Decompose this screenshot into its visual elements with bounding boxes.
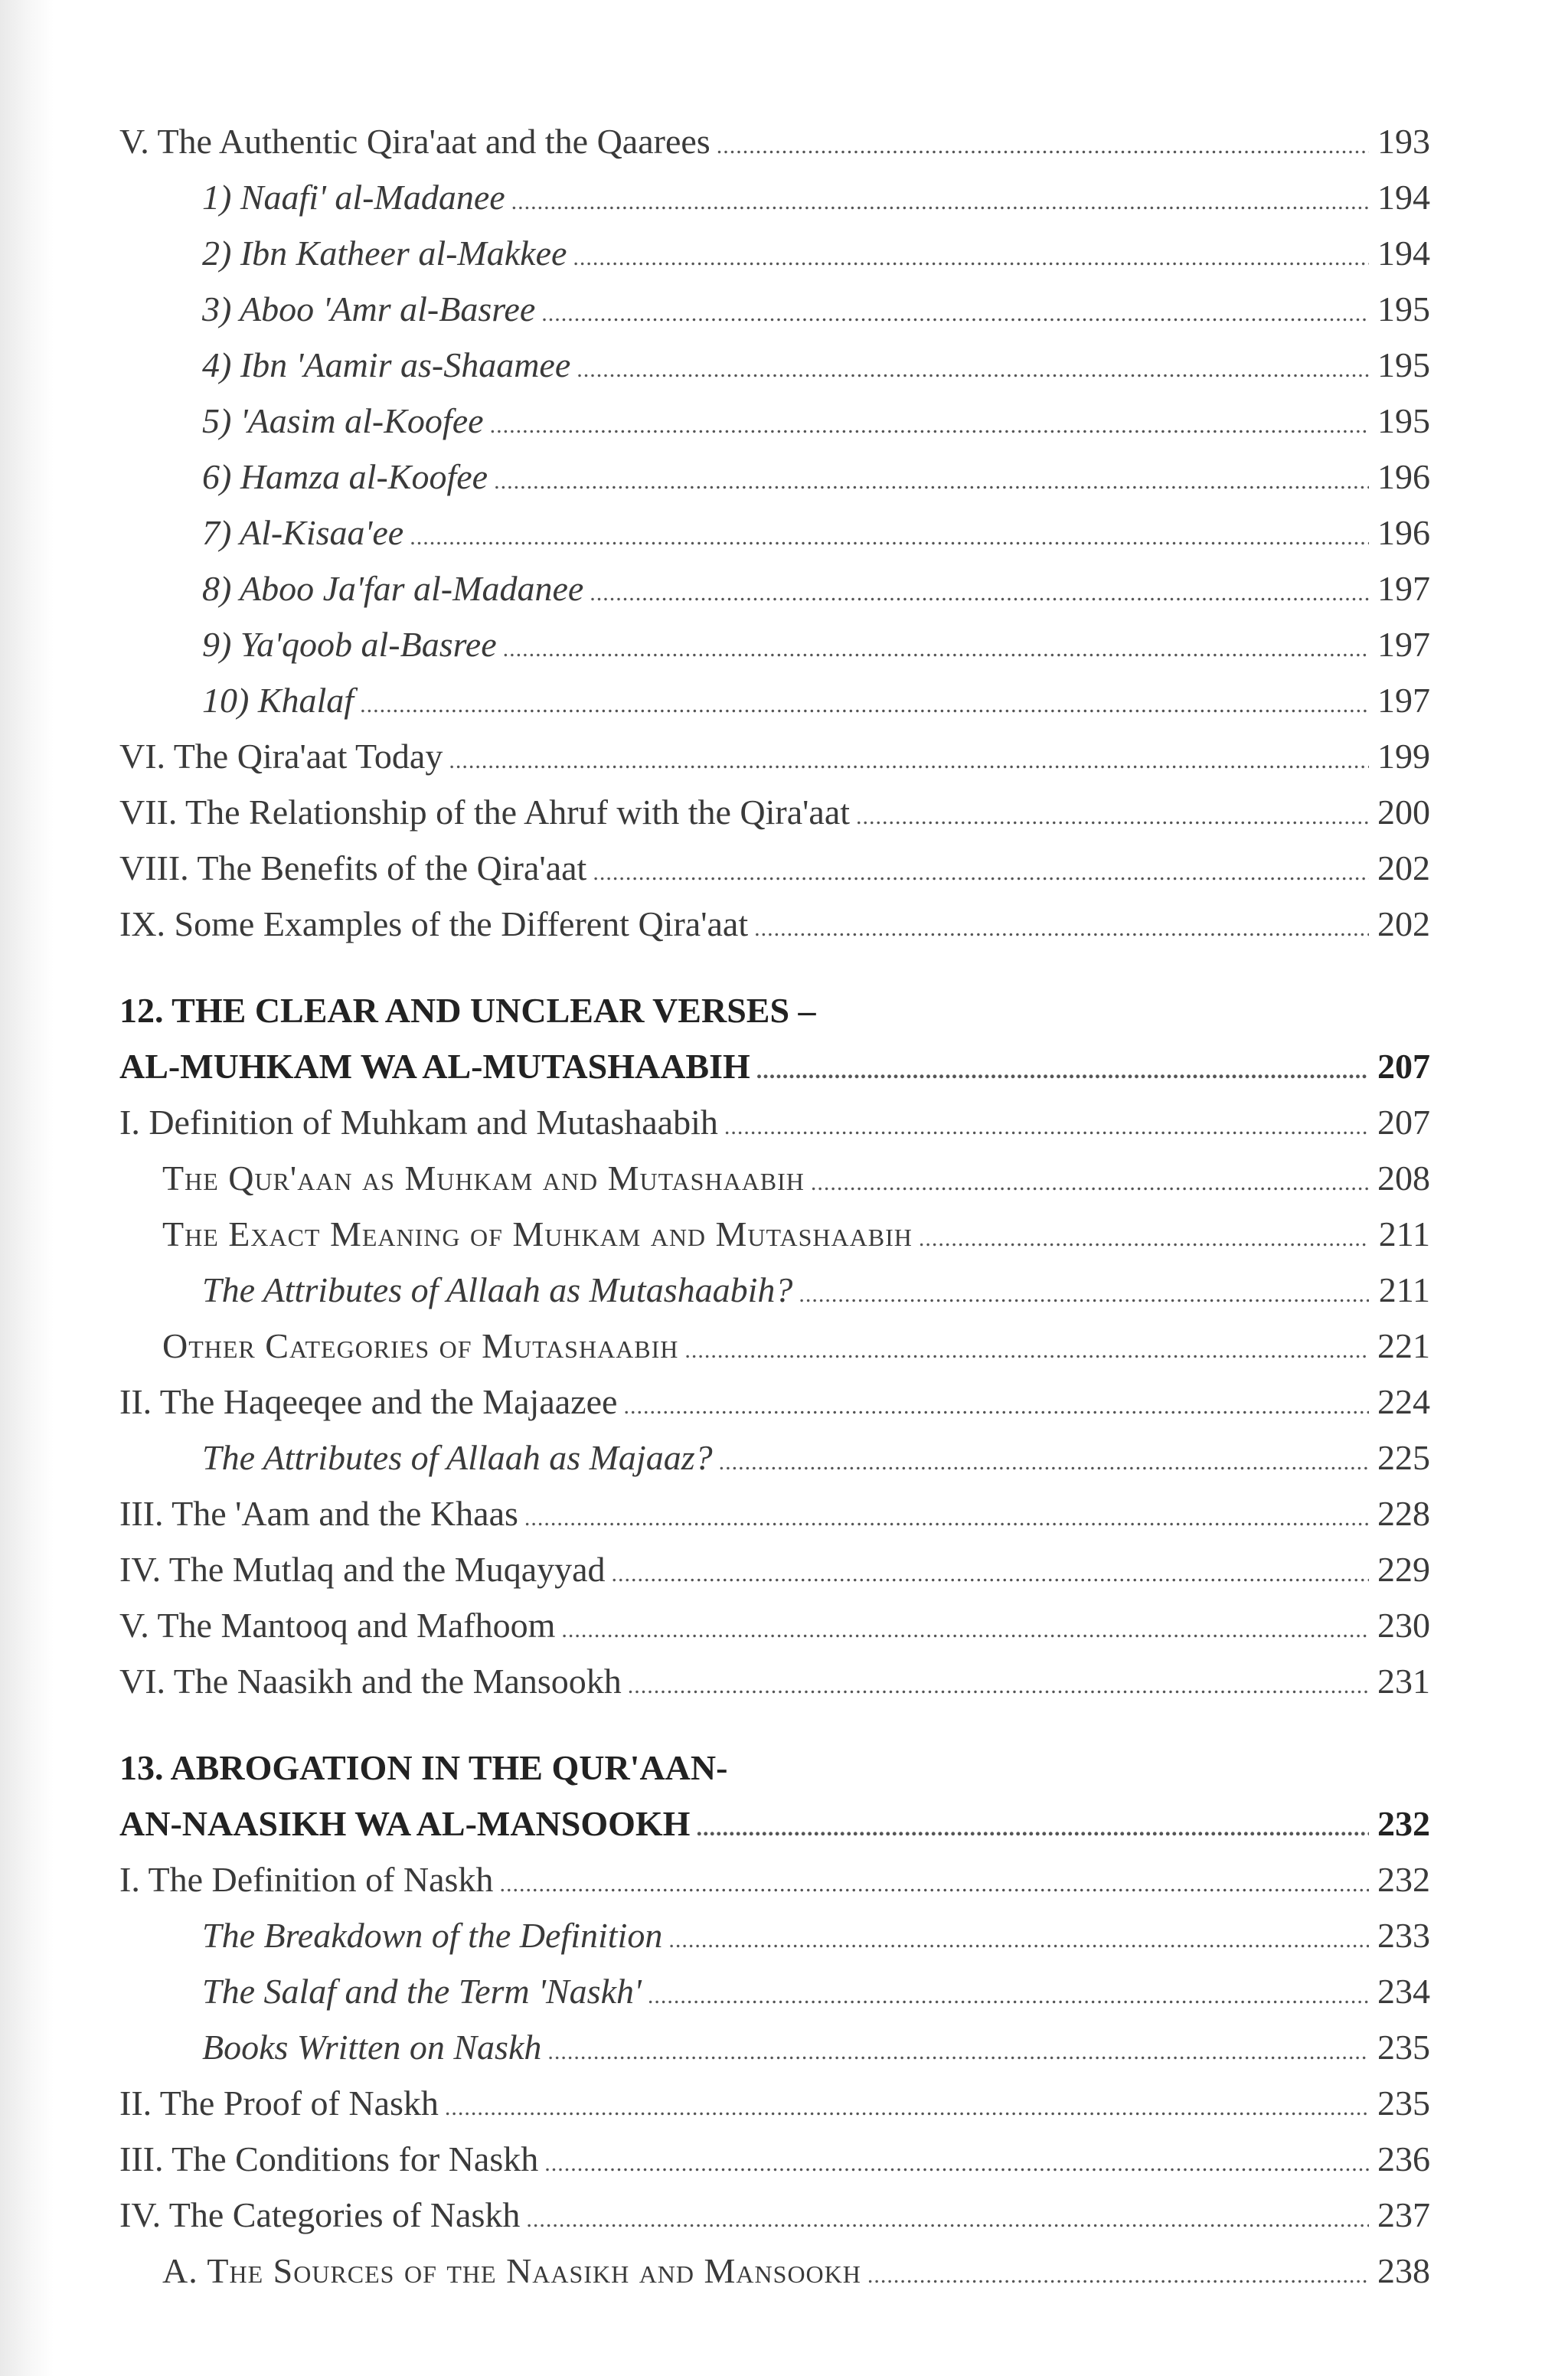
entry-title: III. The 'Aam and the Khaas bbox=[119, 1494, 518, 1533]
entry-title: 9) Ya'qoob al-Basree bbox=[202, 625, 497, 664]
page-number: 207 bbox=[1377, 1103, 1430, 1142]
toc-entry bbox=[119, 113, 1430, 169]
leader-dots bbox=[526, 2191, 1369, 2247]
page-number: 234 bbox=[1377, 1972, 1430, 2011]
page-number: 194 bbox=[1377, 234, 1430, 273]
entry-title: II. The Haqeeqee and the Majaazee bbox=[119, 1382, 618, 1421]
entry-title: V. The Mantooq and Mafhoom bbox=[119, 1606, 556, 1645]
leader-dots bbox=[494, 453, 1369, 509]
toc-entry bbox=[119, 169, 1430, 225]
chapter-13-heading-line2 bbox=[119, 1796, 1430, 1851]
entry-title: I. Definition of Muhkam and Mutashaabih bbox=[119, 1103, 718, 1142]
toc-entry bbox=[119, 616, 1430, 672]
entry-title: The Attributes of Allaah as Mutashaabih? bbox=[202, 1270, 793, 1309]
toc-entry bbox=[119, 1597, 1430, 1653]
toc-section-chapter-12 bbox=[119, 1094, 1430, 1709]
entry-title: Books Written on Naskh bbox=[202, 2028, 542, 2067]
leader-dots bbox=[919, 1211, 1369, 1266]
toc-entry bbox=[119, 1206, 1430, 1262]
entry-title: IV. The Categories of Naskh bbox=[119, 2195, 521, 2234]
leader-dots bbox=[628, 1658, 1369, 1714]
page-number: 225 bbox=[1377, 1438, 1430, 1477]
entry-title: 3) Aboo 'Amr al-Basree bbox=[202, 289, 536, 328]
toc-entry bbox=[119, 896, 1430, 952]
entry-title: The Breakdown of the Definition bbox=[202, 1916, 663, 1955]
page-number: 211 bbox=[1378, 1270, 1430, 1309]
leader-dots bbox=[799, 1266, 1369, 1322]
entry-title: VI. The Naasikh and the Mansookh bbox=[119, 1662, 622, 1701]
page-number: 194 bbox=[1377, 178, 1430, 217]
entry-title: VI. The Qira'aat Today bbox=[119, 737, 443, 776]
leader-dots bbox=[856, 789, 1369, 845]
entry-title: The Salaf and the Term 'Naskh' bbox=[202, 1972, 642, 2011]
leader-dots bbox=[573, 230, 1369, 286]
entry-title: IX. Some Examples of the Different Qira'aat bbox=[119, 904, 749, 943]
toc-entry bbox=[119, 2019, 1430, 2075]
toc-entry bbox=[119, 784, 1430, 840]
toc-entry bbox=[119, 1262, 1430, 1318]
leader-dots bbox=[360, 677, 1369, 733]
page-number: 229 bbox=[1377, 1550, 1430, 1589]
leader-dots bbox=[696, 1800, 1369, 1856]
toc-entry bbox=[119, 505, 1430, 561]
toc-entry bbox=[119, 1318, 1430, 1374]
page-number: 193 bbox=[1377, 122, 1430, 161]
toc-entry bbox=[119, 1485, 1430, 1541]
entry-title: VIII. The Benefits of the Qira'aat bbox=[119, 848, 587, 887]
toc-entry bbox=[119, 2187, 1430, 2243]
leader-dots bbox=[449, 733, 1369, 789]
toc-entry bbox=[119, 225, 1430, 281]
page-number: 202 bbox=[1377, 904, 1430, 943]
leader-dots bbox=[756, 1043, 1369, 1099]
leader-dots bbox=[541, 286, 1369, 342]
page-number: 231 bbox=[1377, 1662, 1430, 1701]
toc-entry bbox=[119, 449, 1430, 505]
toc-entry bbox=[119, 1094, 1430, 1150]
toc-entry bbox=[119, 1150, 1430, 1206]
leader-dots bbox=[593, 845, 1369, 900]
leader-dots bbox=[490, 397, 1369, 453]
entry-title: I. The Definition of Naskh bbox=[119, 1860, 494, 1899]
chapter-title: AL-MUHKAM WA AL-MUTASHAABIH bbox=[119, 1047, 750, 1086]
entry-title: A. The Sources of the Naasikh and Mansookh bbox=[162, 2251, 861, 2290]
page-number: 237 bbox=[1377, 2195, 1430, 2234]
toc-entry bbox=[119, 561, 1430, 616]
toc-entry bbox=[119, 1907, 1430, 1963]
entry-title: 1) Naafi' al-Madanee bbox=[202, 178, 505, 217]
toc-entry bbox=[119, 281, 1430, 337]
leader-dots bbox=[503, 621, 1369, 677]
leader-dots bbox=[577, 342, 1369, 397]
leader-dots bbox=[547, 2024, 1369, 2080]
entry-title: The Qur'aan as Muhkam and Mutashaabih bbox=[162, 1159, 805, 1198]
leader-dots bbox=[754, 900, 1369, 956]
page-number: 202 bbox=[1377, 848, 1430, 887]
page-number: 235 bbox=[1377, 2028, 1430, 2067]
toc-entry bbox=[119, 2075, 1430, 2131]
page-number: 233 bbox=[1377, 1916, 1430, 1955]
leader-dots bbox=[623, 1378, 1369, 1434]
toc-section-chapter-13 bbox=[119, 1851, 1430, 2299]
toc-entry bbox=[119, 393, 1430, 449]
leader-dots bbox=[524, 1490, 1369, 1546]
table-of-contents bbox=[119, 113, 1430, 2299]
page-number: 196 bbox=[1377, 513, 1430, 552]
entry-title: 8) Aboo Ja'far al-Madanee bbox=[202, 569, 584, 608]
chapter-title: AN-NAASIKH WA AL-MANSOOKH bbox=[119, 1804, 691, 1843]
entry-title: 7) Al-Kisaa'ee bbox=[202, 513, 404, 552]
toc-entry bbox=[119, 1430, 1430, 1485]
toc-entry bbox=[119, 1653, 1430, 1709]
entry-title: V. The Authentic Qira'aat and the Qaarees bbox=[119, 122, 710, 161]
leader-dots bbox=[511, 174, 1369, 230]
page-number: 236 bbox=[1377, 2139, 1430, 2178]
page-number: 221 bbox=[1377, 1326, 1430, 1365]
toc-entry bbox=[119, 1963, 1430, 2019]
toc-entry bbox=[119, 728, 1430, 784]
entry-title: Other Categories of Mutashaabih bbox=[162, 1326, 679, 1365]
entry-title: IV. The Mutlaq and the Muqayyad bbox=[119, 1550, 606, 1589]
entry-title: The Attributes of Allaah as Majaaz? bbox=[202, 1438, 713, 1477]
leader-dots bbox=[410, 509, 1369, 565]
page-number: 232 bbox=[1377, 1804, 1430, 1843]
page-number: 196 bbox=[1377, 457, 1430, 496]
entry-title: 10) Khalaf bbox=[202, 681, 354, 720]
page-number: 200 bbox=[1377, 793, 1430, 832]
entry-title: 6) Hamza al-Koofee bbox=[202, 457, 488, 496]
leader-dots bbox=[561, 1602, 1369, 1658]
toc-entry bbox=[119, 1851, 1430, 1907]
page-number: 211 bbox=[1378, 1214, 1430, 1253]
page-number: 197 bbox=[1377, 569, 1430, 608]
page-number: 208 bbox=[1377, 1159, 1430, 1198]
entry-title: 4) Ibn 'Aamir as-Shaamee bbox=[202, 345, 571, 384]
page-number: 199 bbox=[1377, 737, 1430, 776]
leader-dots bbox=[719, 1434, 1369, 1490]
leader-dots bbox=[684, 1322, 1369, 1378]
page-number: 197 bbox=[1377, 625, 1430, 664]
page-number: 238 bbox=[1377, 2251, 1430, 2290]
toc-entry bbox=[119, 1541, 1430, 1597]
page-number: 230 bbox=[1377, 1606, 1430, 1645]
chapter-13-heading-line1: 13. ABROGATION IN THE QUR'AAN- bbox=[119, 1748, 728, 1787]
toc-entry bbox=[119, 840, 1430, 896]
leader-dots bbox=[499, 1856, 1369, 1912]
leader-dots bbox=[867, 2247, 1369, 2303]
page-number: 232 bbox=[1377, 1860, 1430, 1899]
leader-dots bbox=[648, 1968, 1369, 2024]
leader-dots bbox=[724, 1099, 1369, 1155]
entry-title: 2) Ibn Katheer al-Makkee bbox=[202, 234, 567, 273]
toc-entry bbox=[119, 2131, 1430, 2187]
toc-entry bbox=[119, 337, 1430, 393]
entry-title: III. The Conditions for Naskh bbox=[119, 2139, 539, 2178]
entry-title: The Exact Meaning of Muhkam and Mutashaabih bbox=[162, 1214, 913, 1253]
page-number: 195 bbox=[1377, 345, 1430, 384]
toc-entry bbox=[119, 2243, 1430, 2299]
page-number: 207 bbox=[1377, 1047, 1430, 1086]
toc-section-qiraat bbox=[119, 113, 1430, 952]
entry-title: II. The Proof of Naskh bbox=[119, 2083, 439, 2123]
toc-entry bbox=[119, 1374, 1430, 1430]
page-number: 195 bbox=[1377, 401, 1430, 440]
page-number: 224 bbox=[1377, 1382, 1430, 1421]
page-number: 197 bbox=[1377, 681, 1430, 720]
page-number: 228 bbox=[1377, 1494, 1430, 1533]
entry-title: 5) 'Aasim al-Koofee bbox=[202, 401, 484, 440]
chapter-12-heading-line1: 12. THE CLEAR AND UNCLEAR VERSES – bbox=[119, 991, 816, 1030]
toc-entry bbox=[119, 672, 1430, 728]
entry-title: VII. The Relationship of the Ahruf with the Qira'aat bbox=[119, 793, 851, 832]
page-number: 195 bbox=[1377, 289, 1430, 328]
leader-dots bbox=[811, 1155, 1369, 1211]
leader-dots bbox=[544, 2136, 1369, 2191]
leader-dots bbox=[717, 118, 1369, 174]
chapter-12-heading-line2 bbox=[119, 1038, 1430, 1094]
leader-dots bbox=[445, 2080, 1369, 2136]
leader-dots bbox=[612, 1546, 1369, 1602]
leader-dots bbox=[590, 565, 1369, 621]
leader-dots bbox=[668, 1912, 1369, 1968]
page-number: 235 bbox=[1377, 2083, 1430, 2123]
